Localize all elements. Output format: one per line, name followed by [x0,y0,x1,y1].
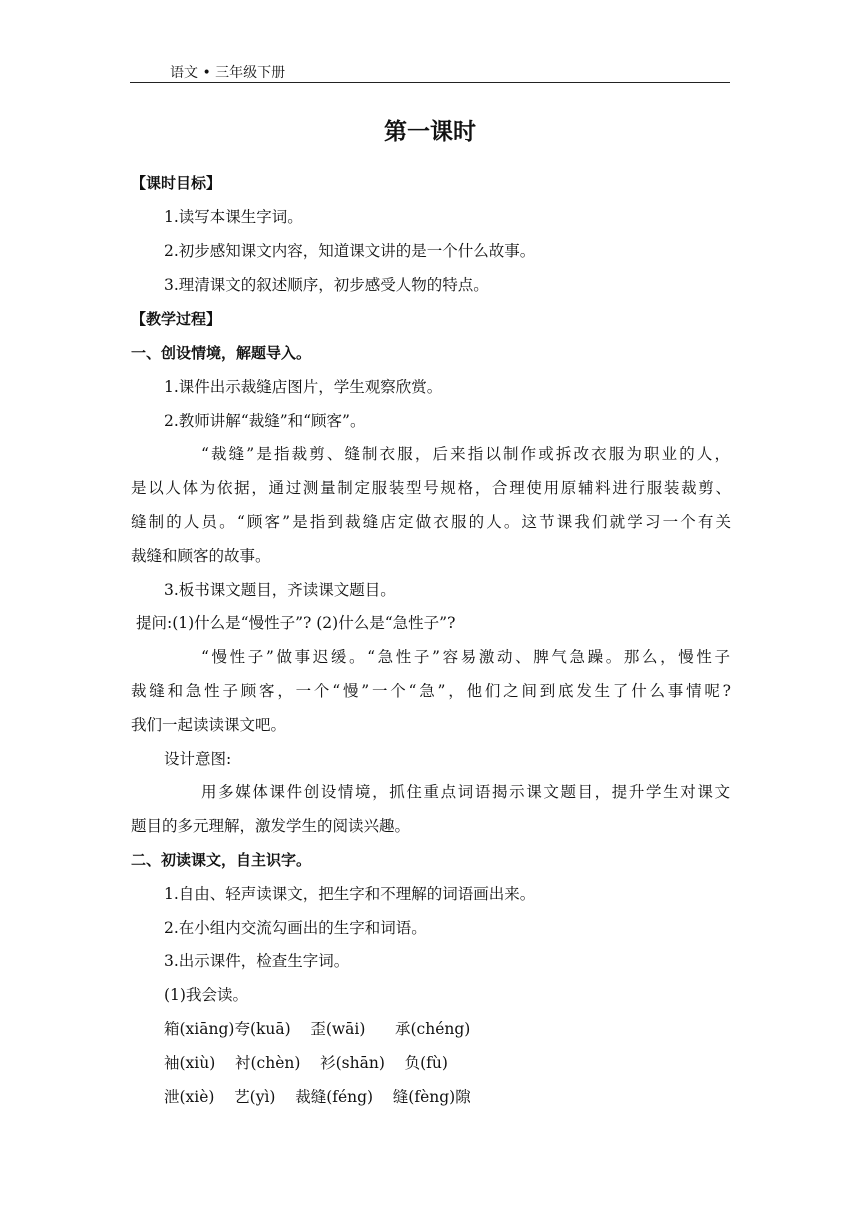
paragraph-line: 缝制的人员。“顾客”是指到裁缝店定做衣服的人。这节课我们就学习一个有关 [131,513,731,531]
pinyin-line: 箱(xiāng)夸(kuā) 歪(wāi) 承(chéng) [164,1020,471,1038]
page-header [130,60,730,83]
goal-item: 1.读写本课生字词。 [164,208,303,226]
paragraph-line: 裁缝和急性子顾客，一个“慢”一个“急”，他们之间到底发生了什么事情呢? [131,682,731,700]
paragraph-line: 裁缝和顾客的故事。 [131,547,271,565]
step-item: 2.在小组内交流勾画出的生字和词语。 [164,919,427,937]
goals-heading: 【课时目标】 [131,174,222,192]
step-item: 2.教师讲解“裁缝”和“顾客”。 [164,412,366,430]
design-label: 设计意图: [164,750,232,768]
section-title: 一、创设情境，解题导入。 [131,344,312,362]
question-line: 提问:(1)什么是“慢性子”? (2)什么是“急性子”? [136,614,456,632]
paragraph-line: “裁缝”是指裁剪、缝制衣服，后来指以制作或拆改衣服为职业的人， [201,445,730,463]
section-title: 二、初读课文，自主识字。 [131,851,312,869]
step-item: 3.板书课文题目，齐读课文题目。 [164,581,396,599]
sub-item: (1)我会读。 [164,986,248,1004]
goal-item: 2.初步感知课文内容，知道课文讲的是一个什么故事。 [164,242,536,260]
step-item: 1.自由、轻声读课文，把生字和不理解的词语画出来。 [164,885,536,903]
paragraph-line: 用多媒体课件创设情境，抓住重点词语揭示课文题目，提升学生对课文 [201,783,730,801]
book-label: 语文 • 三年级下册 [170,65,286,81]
paragraph-line: 是以人体为依据，通过测量制定服装型号规格，合理使用原辅料进行服装裁剪、 [131,479,731,497]
paragraph-line: 我们一起读读课文吧。 [131,716,287,734]
step-item: 3.出示课件，检查生字词。 [164,952,350,970]
step-item: 1.课件出示裁缝店图片，学生观察欣赏。 [164,378,443,396]
goal-item: 3.理清课文的叙述顺序，初步感受人物的特点。 [164,276,489,294]
paragraph-line: “慢性子”做事迟缓。“急性子”容易激动、脾气急躁。那么，慢性子 [201,648,730,666]
pinyin-line: 袖(xiù) 衬(chèn) 衫(shān) 负(fù) [164,1054,448,1072]
lesson-title: 第一课时 [384,119,476,145]
process-heading: 【教学过程】 [131,310,222,328]
pinyin-line: 泄(xiè) 艺(yì) 裁缝(féng) 缝(fèng)隙 [164,1088,471,1106]
paragraph-line: 题目的多元理解，激发学生的阅读兴趣。 [131,817,411,835]
